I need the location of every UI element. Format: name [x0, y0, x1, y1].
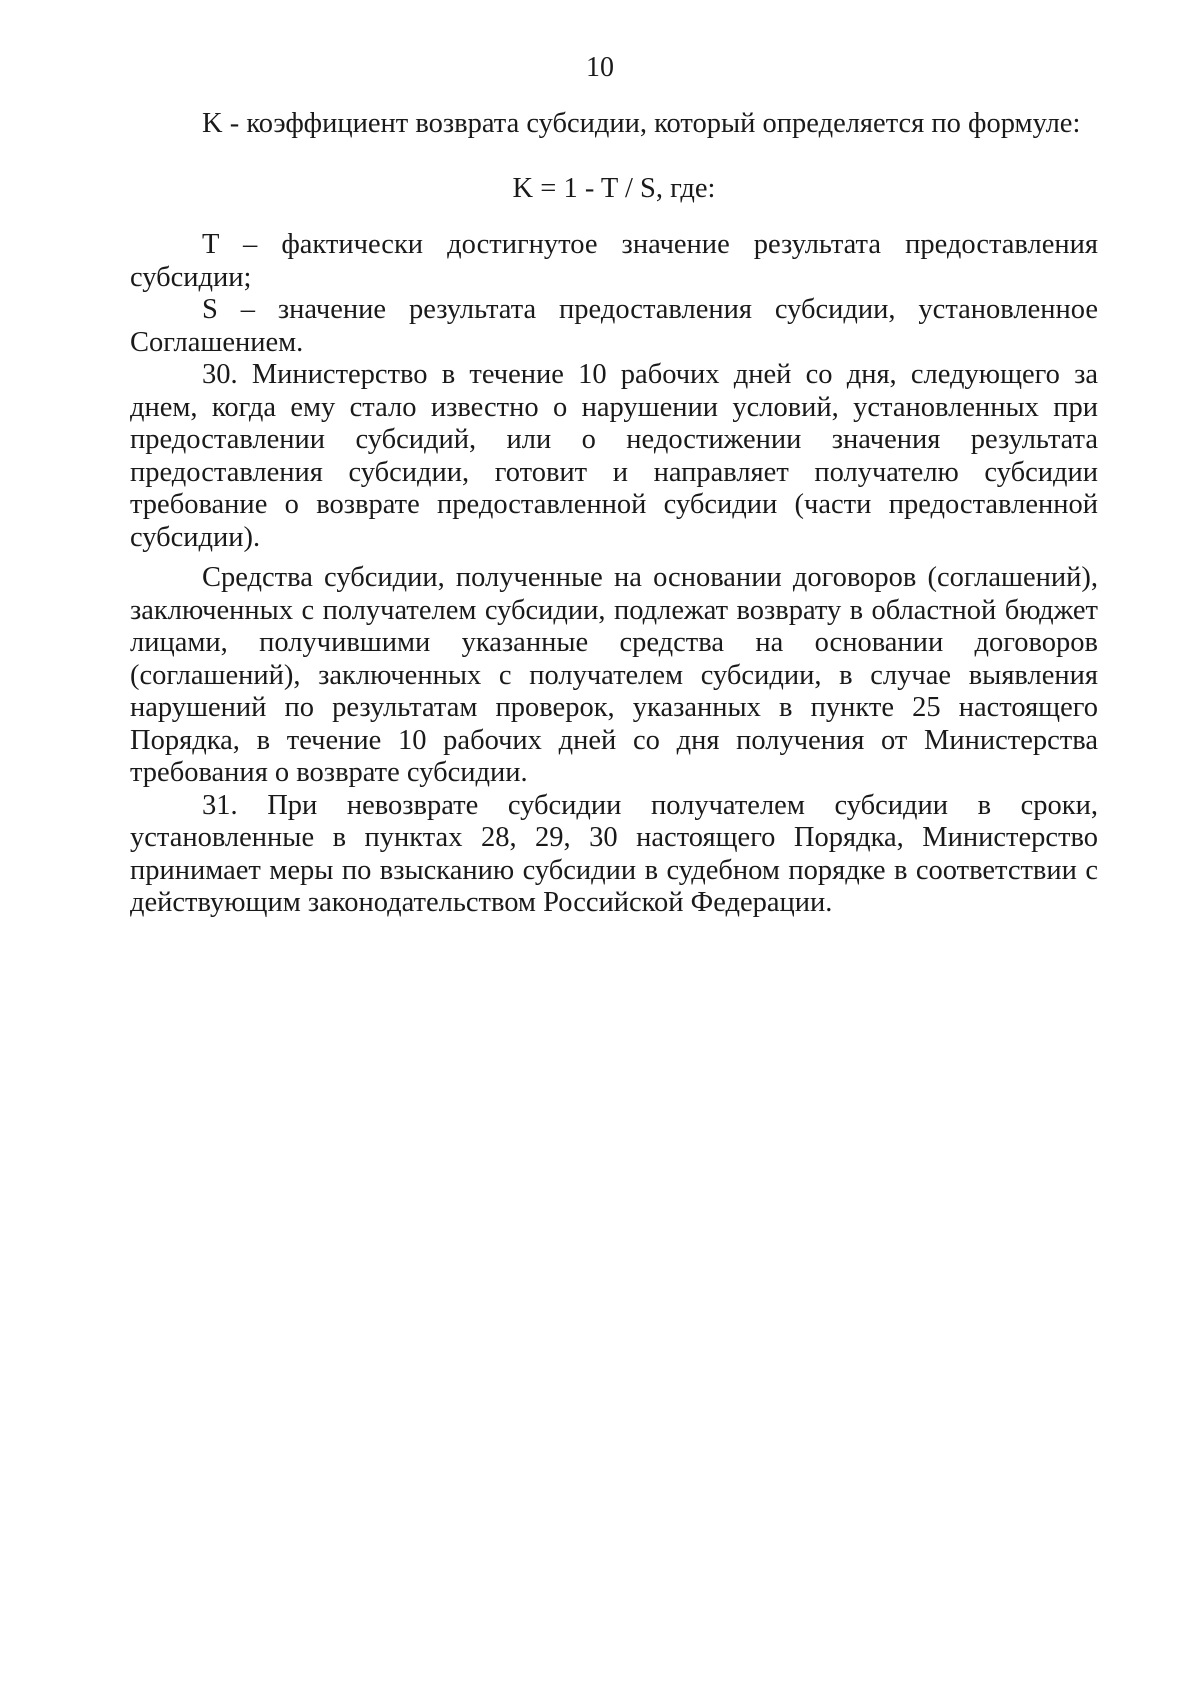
- paragraph-31: 31. При невозврате субсидии получателем субсидии в сроки, установленные в пунктах 28, 29, 30 настоящего Порядка, Министерство принимает меры по взысканию субсидии в судебном порядке в соответствии с действующим законодательством Российской Федерации.: [130, 789, 1098, 918]
- definition-t: T – фактически достигнутое значение результата предоставления субсидии;: [130, 229, 1098, 293]
- definition-s: S – значение результата предоставления субсидии, установленное Соглашением.: [130, 294, 1098, 358]
- spacer: [130, 205, 1098, 229]
- spacer: [130, 141, 1098, 173]
- paragraph-funds-return: Средства субсидии, полученные на основании договоров (соглашений), заключенных с получателем субсидии, подлежат возврату в областной бюджет лицами, получившими указанные средства на основании договоров (соглашений), заключенных с получателем субсидии, в случае выявления нарушений по результатам проверок, указанных в пункте 25 настоящего Порядка, в течение 10 рабочих дней со дня получения от Министерства требования о возврате субсидии.: [130, 562, 1098, 788]
- page-number: 10: [586, 52, 614, 83]
- formula: K = 1 - T / S, где:: [512, 172, 716, 204]
- formula-intro: K - коэффициент возврата субсидии, который определяется по формуле:: [202, 108, 1081, 139]
- document-body: [130, 108, 1098, 920]
- spacer: [130, 554, 1098, 562]
- paragraph-30: 30. Министерство в течение 10 рабочих дней со дня, следующего за днем, когда ему стало известно о нарушении условий, установленных при предоставлении субсидий, или о недостижении значения результата предоставления субсидии, готовит и направляет получателю субсидии требование о возврате предоставленной субсидии (части предоставленной субсидии).: [130, 359, 1098, 553]
